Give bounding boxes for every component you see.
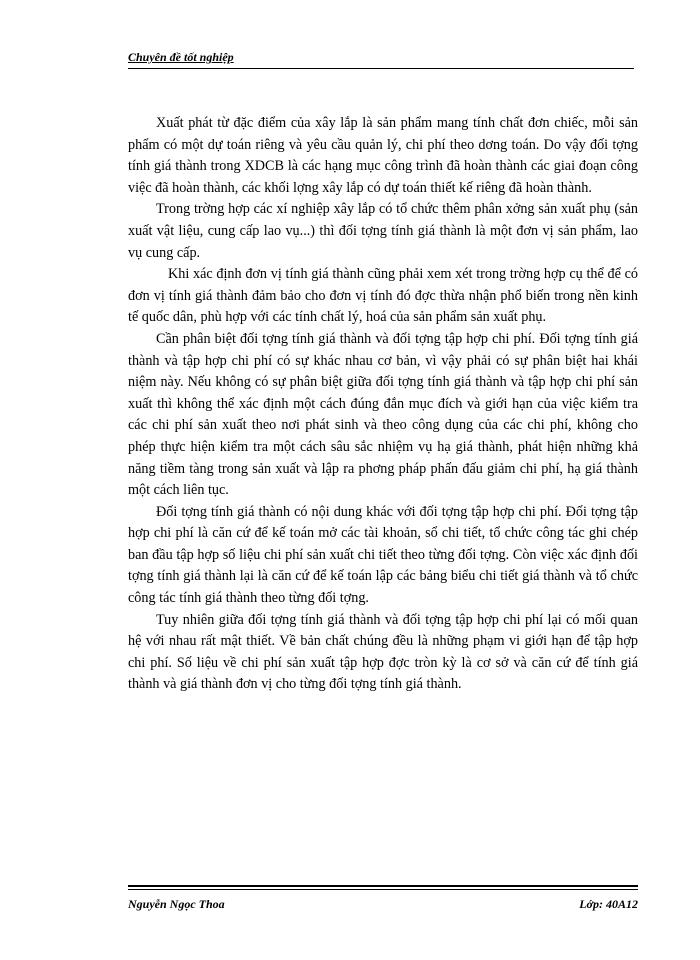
footer-author: Nguyễn Ngọc Thoa — [128, 897, 225, 911]
paragraph: Cần phân biệt đối tợng tính giá thành và đối tợng tập hợp chi phí. Đối tợng tính giá thành và tập hợp chi phí có sự khác nhau cơ bản, vì vậy phải có sự phân biệt hai khái niệm này. Nếu không có sự phân biệt giữa đối tợng tính giá thành và tập hợp chi phí sản xuất thì không thể xác định một cách đúng đắn mục đích và giới hạn của việc kiểm tra các chi phí sản xuất theo nơi phát sinh và theo công dụng của các chi phí, không cho phép thực hiện kiểm tra một cách sâu sắc nhiệm vụ hạ giá thành, phát hiện những khả năng tiềm tàng trong sản xuất và lập ra phơng pháp phấn đấu giảm chi phí, hạ giá thành một cách liên tục. — [128, 330, 638, 499]
paragraph: Trong trờng hợp các xí nghiệp xây lắp có tổ chức thêm phân xởng sản xuất phụ (sản xuất vật liệu, cung cấp lao vụ...) thì đối tợng tính giá thành là một đơn vị sản phẩm, lao vụ cung cấp. — [128, 201, 638, 261]
paragraph: Xuất phát từ đặc điểm của xây lắp là sản phẩm mang tính chất đơn chiếc, mỗi sản phẩm có một dự toán riêng và yêu cầu quản lý, chi phí theo dơng toán. Do vậy đối tợng tính giá thành trong XDCB là các hạng mục công trình đã hoàn thành các giai đoạn công việc đã hoàn thành, các khối lợng xây lắp có dự toán thiết kế riêng đã hoàn thành. — [128, 115, 638, 196]
document-body — [128, 113, 638, 696]
paragraph: Khi xác định đơn vị tính giá thành cũng phải xem xét trong trờng hợp cụ thể để có đơn vị tính giá thành đảm bảo cho đơn vị tính đó đợc thừa nhận phổ biến trong nền kinh tế quốc dân, phù hợp với các tính chất lý, hoá của sản phẩm sản xuất phụ. — [128, 266, 638, 326]
paragraph: Đối tợng tính giá thành có nội dung khác với đối tợng tập hợp chi phí. Đối tợng tập hợp chi phí là căn cứ để kế toán mở các tài khoản, sổ chi tiết, tổ chức công tác ghi chép ban đầu tập hợp số liệu chi phí sản xuất chi tiết theo từng đối tợng. Còn việc xác định đối tợng tính giá thành lại là căn cứ để kế toán lập các bảng biểu chi tiết giá thành và tổ chức công tác tính giá thành theo từng đối tợng. — [128, 503, 638, 607]
footer-class: Lớp: 40A12 — [579, 897, 638, 911]
footer-divider — [128, 889, 638, 890]
page-header — [128, 48, 634, 69]
paragraph: Tuy nhiên giữa đối tợng tính giá thành và đối tợng tập hợp chi phí lại có mối quan hệ với nhau rất mật thiết. Về bản chất chúng đều là những phạm vi giới hạn để tập hợp chi phí. Số liệu về chi phí sản xuất tập hợp đợc tròn kỳ là cơ sở và căn cứ để tính giá thành và giá thành đơn vị cho từng đối tợng tính giá thành. — [128, 611, 638, 693]
page-footer — [128, 885, 638, 919]
footer-divider — [128, 885, 638, 887]
header-title: Chuyên đề tốt nghiệp — [128, 50, 234, 64]
